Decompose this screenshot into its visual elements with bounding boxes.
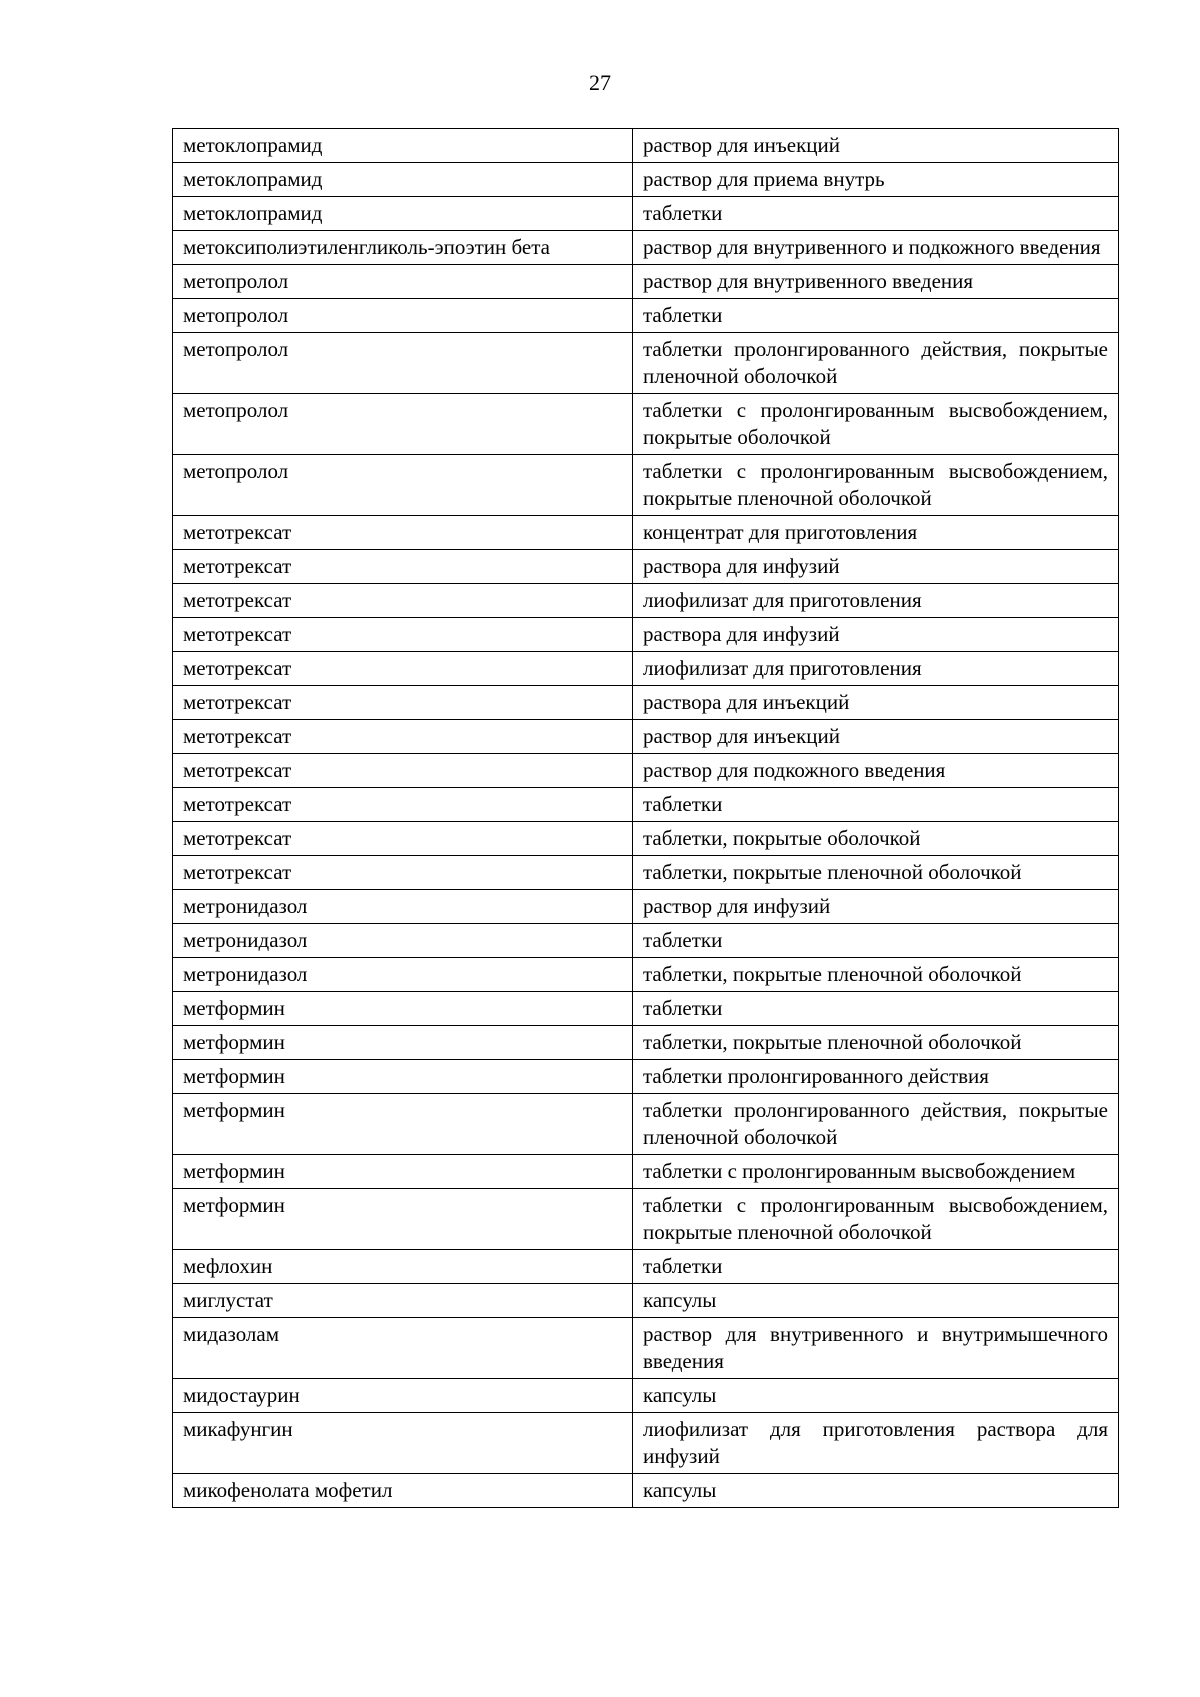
dosage-form-cell: таблетки, покрытые пленочной оболочкой bbox=[633, 958, 1119, 992]
drug-name-cell: мефлохин bbox=[173, 1250, 633, 1284]
table-row bbox=[173, 992, 1119, 1026]
drug-table bbox=[172, 128, 1119, 1508]
drug-name-cell: метотрексат bbox=[173, 652, 633, 686]
drug-name-cell: метопролол bbox=[173, 299, 633, 333]
dosage-form-cell: таблетки с пролонгированным высвобождением bbox=[633, 1155, 1119, 1189]
drug-name-cell: метформин bbox=[173, 1060, 633, 1094]
table-row bbox=[173, 550, 1119, 584]
table-row bbox=[173, 1026, 1119, 1060]
drug-name-cell: миглустат bbox=[173, 1284, 633, 1318]
drug-name-cell: метотрексат bbox=[173, 754, 633, 788]
dosage-form-cell: концентрат для приготовления bbox=[633, 516, 1119, 550]
dosage-form-cell: лиофилизат для приготовления bbox=[633, 584, 1119, 618]
table-row bbox=[173, 720, 1119, 754]
dosage-form-cell: раствор для инфузий bbox=[633, 890, 1119, 924]
dosage-form-cell: капсулы bbox=[633, 1474, 1119, 1508]
drug-name-cell: метотрексат bbox=[173, 516, 633, 550]
table-row bbox=[173, 129, 1119, 163]
dosage-form-cell: раствор для подкожного введения bbox=[633, 754, 1119, 788]
table-row bbox=[173, 924, 1119, 958]
drug-name-cell: метформин bbox=[173, 992, 633, 1026]
drug-name-cell: мидостаурин bbox=[173, 1379, 633, 1413]
dosage-form-cell: таблетки пролонгированного действия, покрытые пленочной оболочкой bbox=[633, 1094, 1119, 1155]
table-row bbox=[173, 299, 1119, 333]
drug-name-cell: метопролол bbox=[173, 455, 633, 516]
dosage-form-cell: раствор для внутривенного и внутримышечного введения bbox=[633, 1318, 1119, 1379]
dosage-form-cell: таблетки пролонгированного действия, покрытые пленочной оболочкой bbox=[633, 333, 1119, 394]
dosage-form-cell: таблетки bbox=[633, 992, 1119, 1026]
table-row bbox=[173, 1284, 1119, 1318]
drug-name-cell: микофенолата мофетил bbox=[173, 1474, 633, 1508]
drug-name-cell: метотрексат bbox=[173, 856, 633, 890]
table-row bbox=[173, 618, 1119, 652]
table-row bbox=[173, 394, 1119, 455]
table-row bbox=[173, 1413, 1119, 1474]
table-row bbox=[173, 197, 1119, 231]
drug-name-cell: метформин bbox=[173, 1094, 633, 1155]
drug-name-cell: метоксиполиэтиленгликоль-эпоэтин бета bbox=[173, 231, 633, 265]
table-row bbox=[173, 1318, 1119, 1379]
table-row bbox=[173, 1060, 1119, 1094]
table-row bbox=[173, 754, 1119, 788]
table-row bbox=[173, 1250, 1119, 1284]
dosage-form-cell: раствор для внутривенного и подкожного введения bbox=[633, 231, 1119, 265]
table-row bbox=[173, 163, 1119, 197]
drug-name-cell: метотрексат bbox=[173, 550, 633, 584]
drug-name-cell: метронидазол bbox=[173, 924, 633, 958]
drug-name-cell: мидазолам bbox=[173, 1318, 633, 1379]
dosage-form-cell: таблетки bbox=[633, 1250, 1119, 1284]
drug-name-cell: метотрексат bbox=[173, 822, 633, 856]
drug-name-cell: метформин bbox=[173, 1189, 633, 1250]
drug-name-cell: метопролол bbox=[173, 394, 633, 455]
dosage-form-cell: таблетки пролонгированного действия bbox=[633, 1060, 1119, 1094]
table-row bbox=[173, 822, 1119, 856]
table-row bbox=[173, 686, 1119, 720]
table-row bbox=[173, 333, 1119, 394]
drug-name-cell: метопролол bbox=[173, 333, 633, 394]
dosage-form-cell: таблетки с пролонгированным высвобождением, покрытые оболочкой bbox=[633, 394, 1119, 455]
dosage-form-cell: таблетки bbox=[633, 197, 1119, 231]
dosage-form-cell: раствор для инъекций bbox=[633, 129, 1119, 163]
table-row bbox=[173, 1474, 1119, 1508]
dosage-form-cell: таблетки с пролонгированным высвобождением, покрытые пленочной оболочкой bbox=[633, 1189, 1119, 1250]
dosage-form-cell: капсулы bbox=[633, 1379, 1119, 1413]
dosage-form-cell: раствор для инъекций bbox=[633, 720, 1119, 754]
table-row bbox=[173, 1094, 1119, 1155]
table-row bbox=[173, 890, 1119, 924]
dosage-form-cell: таблетки bbox=[633, 924, 1119, 958]
dosage-form-cell: таблетки bbox=[633, 299, 1119, 333]
dosage-form-cell: таблетки с пролонгированным высвобождением, покрытые пленочной оболочкой bbox=[633, 455, 1119, 516]
dosage-form-cell: раствор для внутривенного введения bbox=[633, 265, 1119, 299]
table-row bbox=[173, 958, 1119, 992]
drug-name-cell: метформин bbox=[173, 1026, 633, 1060]
dosage-form-cell: таблетки, покрытые оболочкой bbox=[633, 822, 1119, 856]
page-number: 27 bbox=[589, 70, 611, 95]
drug-name-cell: метопролол bbox=[173, 265, 633, 299]
table-row bbox=[173, 1155, 1119, 1189]
drug-name-cell: метронидазол bbox=[173, 890, 633, 924]
drug-name-cell: метоклопрамид bbox=[173, 197, 633, 231]
table-row bbox=[173, 231, 1119, 265]
drug-name-cell: микафунгин bbox=[173, 1413, 633, 1474]
table-row bbox=[173, 516, 1119, 550]
drug-name-cell: метформин bbox=[173, 1155, 633, 1189]
table-row bbox=[173, 455, 1119, 516]
table-row bbox=[173, 584, 1119, 618]
drug-name-cell: метотрексат bbox=[173, 788, 633, 822]
dosage-form-cell: раствора для инъекций bbox=[633, 686, 1119, 720]
drug-name-cell: метронидазол bbox=[173, 958, 633, 992]
table-row bbox=[173, 265, 1119, 299]
dosage-form-cell: таблетки, покрытые пленочной оболочкой bbox=[633, 1026, 1119, 1060]
dosage-form-cell: лиофилизат для приготовления bbox=[633, 652, 1119, 686]
table-row bbox=[173, 1189, 1119, 1250]
dosage-form-cell: таблетки, покрытые пленочной оболочкой bbox=[633, 856, 1119, 890]
drug-name-cell: метотрексат bbox=[173, 618, 633, 652]
drug-name-cell: метоклопрамид bbox=[173, 163, 633, 197]
table-row bbox=[173, 1379, 1119, 1413]
drug-name-cell: метоклопрамид bbox=[173, 129, 633, 163]
drug-name-cell: метотрексат bbox=[173, 686, 633, 720]
table-row bbox=[173, 652, 1119, 686]
dosage-form-cell: раствор для приема внутрь bbox=[633, 163, 1119, 197]
table-row bbox=[173, 856, 1119, 890]
dosage-form-cell: лиофилизат для приготовления раствора для инфузий bbox=[633, 1413, 1119, 1474]
dosage-form-cell: раствора для инфузий bbox=[633, 618, 1119, 652]
dosage-form-cell: таблетки bbox=[633, 788, 1119, 822]
drug-name-cell: метотрексат bbox=[173, 720, 633, 754]
dosage-form-cell: капсулы bbox=[633, 1284, 1119, 1318]
drug-name-cell: метотрексат bbox=[173, 584, 633, 618]
table-body bbox=[173, 129, 1119, 1508]
dosage-form-cell: раствора для инфузий bbox=[633, 550, 1119, 584]
table-row bbox=[173, 788, 1119, 822]
